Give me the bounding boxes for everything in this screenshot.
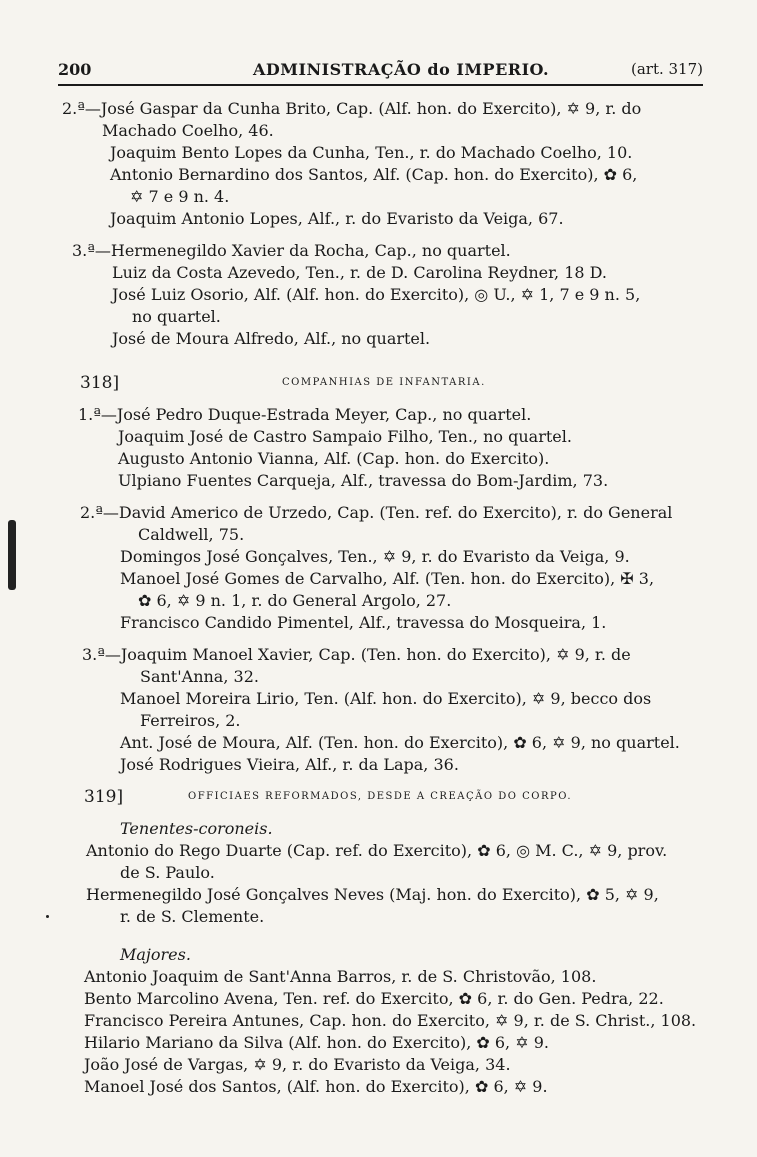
subheading: Tenentes-coroneis.	[120, 819, 273, 838]
section-number: 319]	[84, 787, 124, 807]
entry-line: Manoel José Gomes de Carvalho, Alf. (Ten. hon. do Exercito), ✠ 3,	[120, 569, 655, 588]
entry-line: Manoel Moreira Lirio, Ten. (Alf. hon. do Exercito), ✡ 9, becco dos	[120, 689, 652, 708]
entry-line: Hermenegildo José Gonçalves Neves (Maj. hon. do Exercito), ✿ 5, ✡ 9,	[86, 885, 659, 904]
entry-line: Joaquim José de Castro Sampaio Filho, Ten., no quartel.	[118, 427, 572, 446]
entry-line: José Rodrigues Vieira, Alf., r. da Lapa, 36.	[120, 755, 459, 774]
entry-line: r. de S. Clemente.	[120, 907, 265, 926]
page-number: 200	[58, 60, 92, 79]
entry-line: Machado Coelho, 46.	[102, 121, 274, 140]
section-number: 318]	[80, 373, 120, 393]
entry-line: 3.ª—Hermenegildo Xavier da Rocha, Cap., no quartel.	[72, 241, 511, 260]
entry-line: Joaquim Bento Lopes da Cunha, Ten., r. do Machado Coelho, 10.	[110, 143, 633, 162]
entry-line: Francisco Candido Pimentel, Alf., travessa do Mosqueira, 1.	[120, 613, 607, 632]
entry-line: Augusto Antonio Vianna, Alf. (Cap. hon. do Exercito).	[118, 449, 550, 468]
entry-line: no quartel.	[132, 307, 221, 326]
entry-line: Manoel José dos Santos, (Alf. hon. do Exercito), ✿ 6, ✡ 9.	[84, 1077, 548, 1096]
entry-line: ✡ 7 e 9 n. 4.	[130, 187, 230, 206]
entry-line: Ferreiros, 2.	[140, 711, 241, 730]
entry-line: Domingos José Gonçalves, Ten., ✡ 9, r. do Evaristo da Veiga, 9.	[120, 547, 630, 566]
entry-line: Luiz da Costa Azevedo, Ten., r. de D. Carolina Reydner, 18 D.	[112, 263, 607, 282]
entry-line: Joaquim Antonio Lopes, Alf., r. do Evaristo da Veiga, 67.	[110, 209, 564, 228]
entry-line: 2.ª—José Gaspar da Cunha Brito, Cap. (Alf. hon. do Exercito), ✡ 9, r. do	[62, 99, 642, 118]
subheading: Majores.	[120, 945, 191, 964]
entry-line: Francisco Pereira Antunes, Cap. hon. do Exercito, ✡ 9, r. de S. Christ., 108.	[84, 1011, 697, 1030]
entry-line: ✿ 6, ✡ 9 n. 1, r. do General Argolo, 27.	[138, 591, 452, 610]
entry-line: Caldwell, 75.	[138, 525, 245, 544]
entry-line: Sant'Anna, 32.	[140, 667, 259, 686]
entry-line: 2.ª—David Americo de Urzedo, Cap. (Ten. ref. do Exercito), r. do General	[80, 503, 673, 522]
entry-line: de S. Paulo.	[120, 863, 215, 882]
scan-mark	[8, 520, 16, 590]
entry-line: José de Moura Alfredo, Alf., no quartel.	[112, 329, 431, 348]
entry-line: Antonio Bernardino dos Santos, Alf. (Cap. hon. do Exercito), ✿ 6,	[110, 165, 638, 184]
entry-line: Ant. José de Moura, Alf. (Ten. hon. do Exercito), ✿ 6, ✡ 9, no quartel.	[120, 733, 680, 752]
article-reference: (art. 317)	[630, 60, 703, 78]
section-title: OFFICIAES REFORMADOS, DESDE A CREAÇÃO DO CORPO.	[188, 791, 573, 802]
entry-line: 1.ª—José Pedro Duque-Estrada Meyer, Cap., no quartel.	[78, 405, 532, 424]
page-header	[58, 58, 703, 86]
entry-line: Bento Marcolino Avena, Ten. ref. do Exercito, ✿ 6, r. do Gen. Pedra, 22.	[84, 989, 664, 1008]
entry-line: Ulpiano Fuentes Carqueja, Alf., travessa do Bom-Jardim, 73.	[118, 471, 609, 490]
section-title: COMPANHIAS DE INFANTARIA.	[282, 377, 486, 388]
entry-line: Antonio Joaquim de Sant'Anna Barros, r. de S. Christovão, 108.	[84, 967, 597, 986]
running-title: ADMINISTRAÇÃO do IMPERIO.	[253, 60, 550, 79]
entry-line: Antonio do Rego Duarte (Cap. ref. do Exercito), ✿ 6, ◎ M. C., ✡ 9, prov.	[86, 841, 668, 860]
scan-speck	[46, 915, 49, 918]
entry-line: João José de Vargas, ✡ 9, r. do Evaristo da Veiga, 34.	[84, 1055, 511, 1074]
entry-line: 3.ª—Joaquim Manoel Xavier, Cap. (Ten. hon. do Exercito), ✡ 9, r. de	[82, 645, 631, 664]
entry-line: Hilario Mariano da Silva (Alf. hon. do Exercito), ✿ 6, ✡ 9.	[84, 1033, 549, 1052]
entry-line: José Luiz Osorio, Alf. (Alf. hon. do Exercito), ◎ U., ✡ 1, 7 e 9 n. 5,	[112, 285, 641, 304]
